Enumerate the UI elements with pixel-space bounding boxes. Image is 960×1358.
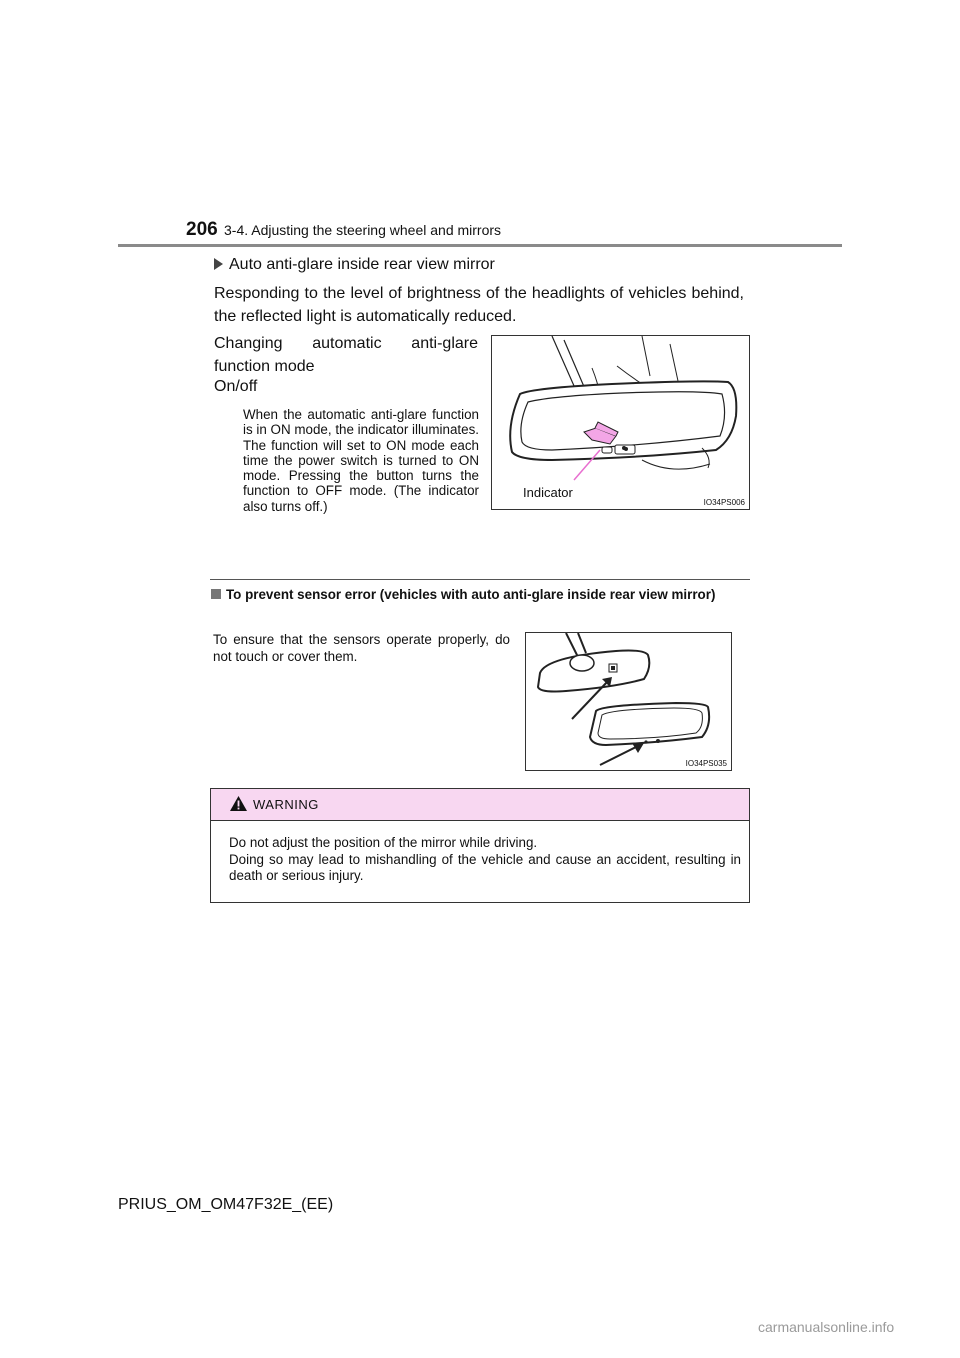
sub-heading: Changing automatic anti-glare function mode <box>214 335 478 375</box>
sensor-figure <box>525 632 732 771</box>
onoff-description: When the automatic anti-glare function is in ON mode, the indicator illuminates. The function will set to ON mode each time the power switch is turned to ON mode. Pressing the button turns the function to OFF mode. (The indicator also turns off.) <box>243 407 479 514</box>
mirror-sensors-illustration <box>526 633 731 770</box>
mirror-indicator-figure <box>491 335 750 510</box>
watermark: carmanualsonline.info <box>758 1319 895 1335</box>
section-divider <box>210 579 750 580</box>
onoff-label: On/off <box>214 378 258 395</box>
warning-triangle-icon <box>229 795 248 812</box>
triangle-bullet-icon <box>214 258 223 270</box>
warning-line-2: Doing so may lead to mishandling of the vehicle and cause an accident, resulting in death or serious injury. <box>229 851 741 883</box>
rear-view-mirror-illustration <box>492 336 749 509</box>
section-title: 3-4. Adjusting the steering wheel and mirrors <box>224 222 502 238</box>
note-text: To ensure that the sensors operate properly, do not touch or cover them. <box>213 632 510 664</box>
figure-code-2: IO34PS035 <box>685 759 727 768</box>
indicator-label: Indicator <box>523 485 573 500</box>
warning-header <box>211 789 749 821</box>
item-title <box>214 256 495 274</box>
item-title-text: Auto anti-glare inside rear view mirror <box>229 256 495 273</box>
note-heading: To prevent sensor error (vehicles with auto anti-glare inside rear view mirror) <box>226 587 716 602</box>
warning-body <box>229 835 741 885</box>
warning-title: WARNING <box>253 797 319 812</box>
figure-code: IO34PS006 <box>703 498 745 507</box>
warning-box <box>210 788 750 903</box>
warning-line-1: Do not adjust the position of the mirror while driving. <box>229 835 538 850</box>
intro-paragraph: Responding to the level of brightness of the headlights of vehicles behind, the reflected light is automatically reduced. <box>214 285 744 325</box>
square-bullet-icon <box>211 589 221 599</box>
footer-code: PRIUS_OM_OM47F32E_(EE) <box>118 1196 334 1213</box>
header-rule <box>118 244 842 247</box>
page-number: 206 <box>186 219 218 240</box>
